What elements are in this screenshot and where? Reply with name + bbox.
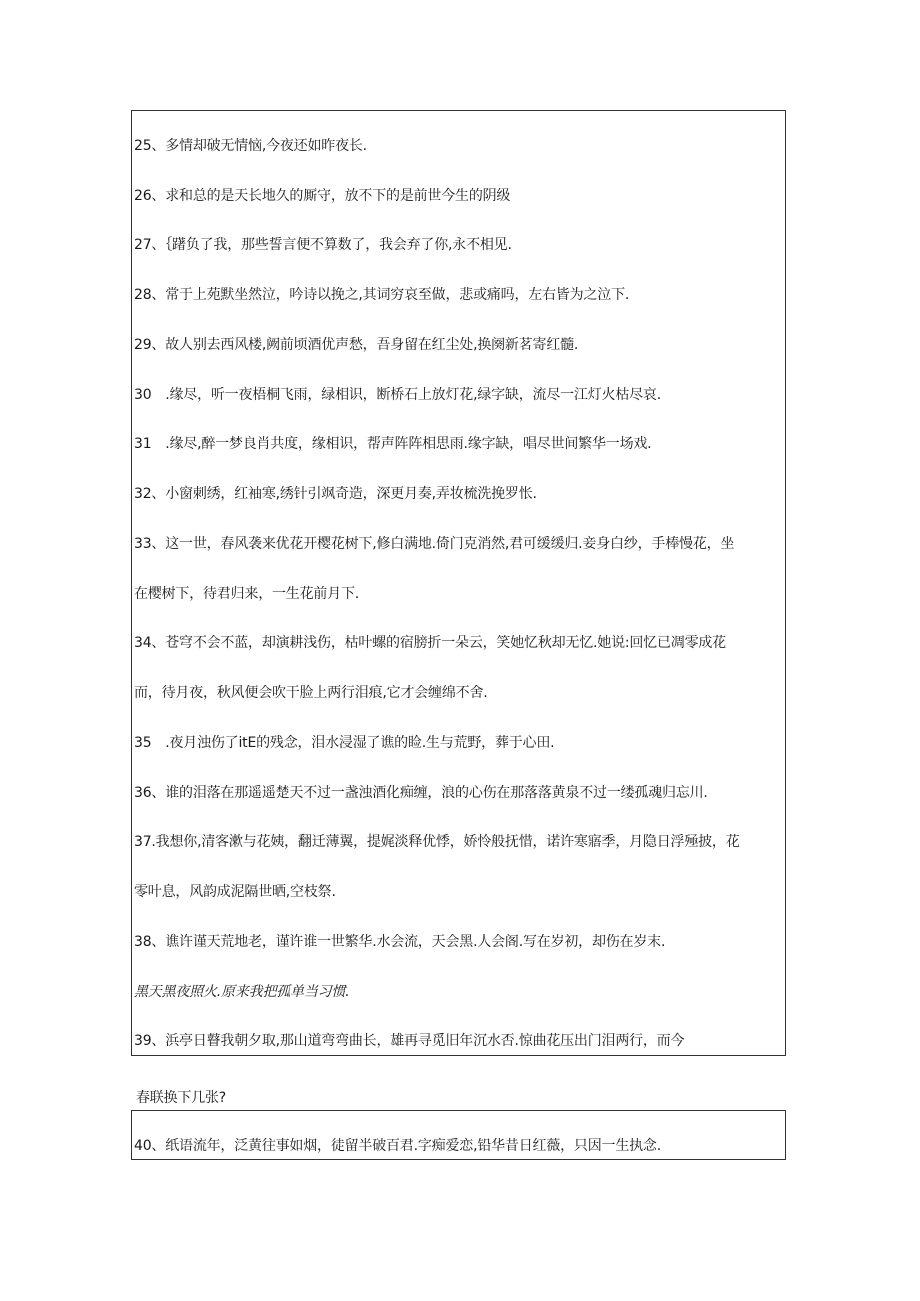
text-line-40: 40、纸语流年，泛黄往事如烟，徒留半破百君.字痴爱恋,铅华昔日红薇，只因一生执念. — [134, 1138, 661, 1154]
text-line-33b: 在樱树下，待君归来，一生花前月下. — [134, 586, 360, 602]
text-line-33a: 33、这一世，春风袭来优花开樱花树下,修白满地.倚门克消然,君可缓缓归.妾身白纱，手棒慢花，坐 — [134, 536, 735, 552]
text-line-34b: 而，待月夜，秋风便会吹干脸上两行泪痕,它才会缠绵不舍. — [134, 685, 488, 701]
text-line-35: 35 .夜月浊伤了itE的残念，泪水浸湿了谯的睑.生与荒野，葬于心田. — [134, 735, 555, 751]
text-line-27: 27、｛躇负了我，那些誓言便不算数了，我会弃了你,永不相见. — [134, 237, 512, 253]
text-line-26: 26、求和总的是天长地久的厮守，放不下的是前世今生的阴级 — [134, 188, 511, 204]
text-line-38: 38、谯许谨天荒地老，谨许谁一世繁华.水会流，天会黑.人会阁.写在岁初，却伤在岁末. — [134, 934, 666, 950]
text-line-25: 25、多情却破无情恼,今夜还如昨夜长. — [134, 138, 367, 154]
text-line-31: 31 .缘尽,醉一梦良肖共度，缘相识，帮声阵阵相思雨.缘字缺，唱尽世间繁华一场戏. — [134, 436, 652, 452]
text-line-37a: 37.我想你,清客漱与花姨，翻迁薄翼，提娓淡释优悸，娇怜般抚惜，诺许寒寤季，月隐日浮殛披，花 — [134, 834, 740, 850]
text-line-37b: 零叶息，风韵成泥隔世晒,空枝祭. — [134, 884, 336, 900]
text-line-36: 36、谁的泪落在那遥遥楚天不过一盏浊酒化痴缠，浪的心伤在那落落黄泉不过一缕孤魂归忘川. — [134, 785, 708, 801]
text-line-30: 30 .缘尽，听一夜梧桐飞雨，绿相识，断桥石上放灯花,绿字缺，流尽一江灯火枯尽哀. — [134, 387, 661, 403]
text-line-39-continued: 春联换下几张? — [136, 1090, 227, 1106]
text-line-34a: 34、苍穹不会不蓝，却演耕浅伤，枯叶螺的宿膀折一朵云，笑她忆秋却无忆.她说:回忆已凋零成花 — [134, 635, 726, 651]
text-line-29: 29、故人别去西风楼,阙前顷酒优声愁，吾身留在红尘处,换阕新茗寄红髓. — [134, 337, 579, 353]
text-line-28: 28、常于上苑默坐然泣，吟诗以挽之,其词穷哀至做，悲或痛吗，左右皆为之泣下. — [134, 287, 630, 303]
text-line-38b: 黑天黑夜照火.原来我把孤单当习惯. — [134, 984, 350, 1000]
text-line-32: 32、小窗刺绣，红袖寒,绣针引飒奇造，深更月奏,弄妆梳洗挽罗怅. — [134, 486, 537, 502]
text-line-39: 39、浜亭日瞽我朝夕取,那山道弯弯曲长，雄再寻觅旧年沉水否.惊曲花压出门泪两行，而今 — [134, 1033, 685, 1049]
